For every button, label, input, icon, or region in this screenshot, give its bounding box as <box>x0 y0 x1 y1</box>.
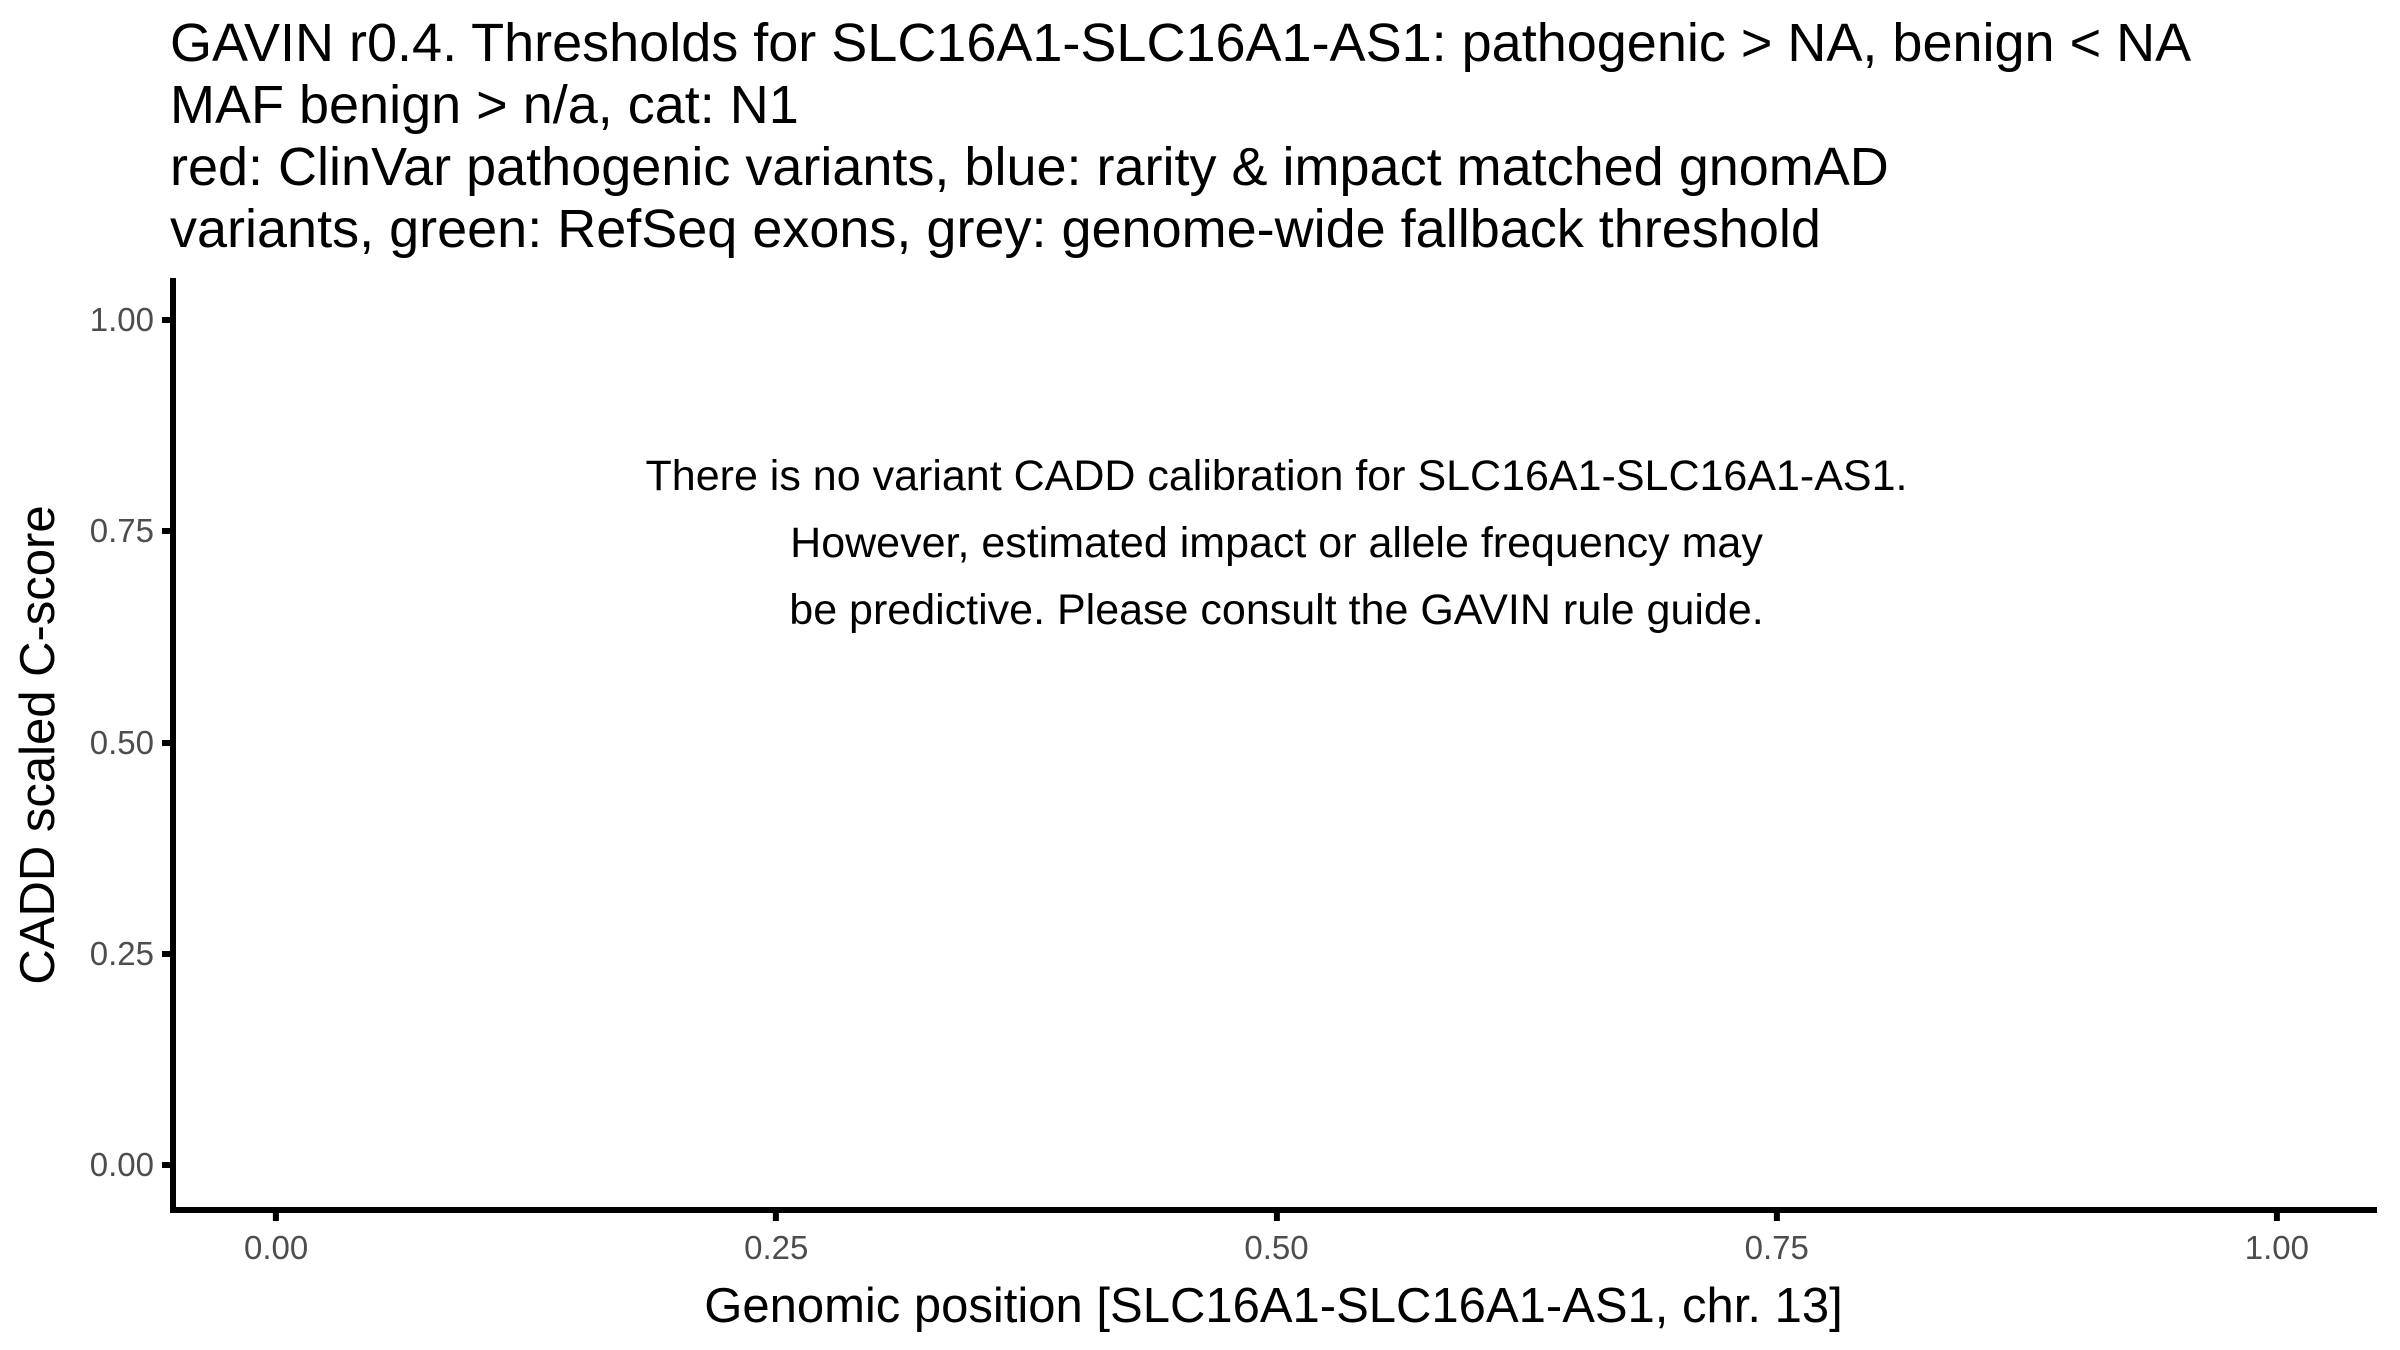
tick-mark <box>162 951 176 957</box>
y-axis-tick <box>36 723 176 763</box>
plot-title-line-1: GAVIN r0.4. Thresholds for SLC16A1-SLC16A1-AS1: pathogenic > NA, benign < NA <box>170 13 2192 73</box>
x-tick-label: 0.00 <box>244 1229 309 1266</box>
annotation-line-3: be predictive. Please consult the GAVIN rule guide. <box>789 586 1764 634</box>
x-tick-label: 0.25 <box>744 1229 809 1266</box>
tick-mark <box>773 1207 779 1221</box>
x-axis-tick <box>1745 1207 1809 1267</box>
plot-title-line-2: MAF benign > n/a, cat: N1 <box>170 75 799 135</box>
y-tick-label: 0.50 <box>89 723 154 761</box>
y-axis-tick <box>36 511 176 551</box>
y-tick-label: 0.25 <box>89 934 154 972</box>
annotation-line-1: There is no variant CADD calibration for SLC16A1-SLC16A1-AS1. <box>645 452 1908 500</box>
x-axis-tick <box>244 1207 308 1267</box>
y-axis-tick <box>36 300 176 340</box>
y-axis-tick <box>36 934 176 974</box>
y-axis-tick <box>36 1145 176 1185</box>
tick-mark <box>1774 1207 1780 1221</box>
tick-mark <box>273 1207 279 1221</box>
annotation-line-2: However, estimated impact or allele frequency may <box>790 519 1763 567</box>
x-axis-tick <box>1244 1207 1308 1267</box>
tick-mark <box>162 317 176 323</box>
x-tick-label: 0.50 <box>1244 1229 1309 1266</box>
tick-mark <box>1273 1207 1279 1221</box>
tick-mark <box>162 1162 176 1168</box>
x-tick-label: 0.75 <box>1744 1229 1809 1266</box>
tick-mark <box>162 740 176 746</box>
plot-panel <box>89 278 2377 1266</box>
y-axis-title: CADD scaled C-score <box>11 505 65 985</box>
x-axis-title: Genomic position [SLC16A1-SLC16A1-AS1, chr. 13] <box>704 1279 1843 1333</box>
tick-mark <box>2274 1207 2280 1221</box>
x-axis-tick <box>2245 1207 2309 1267</box>
y-tick-label: 0.00 <box>89 1145 154 1183</box>
x-tick-label: 1.00 <box>2244 1229 2309 1266</box>
plot-title-line-3: red: ClinVar pathogenic variants, blue: rarity & impact matched gnomAD <box>170 137 1889 197</box>
y-tick-label: 0.75 <box>89 512 154 550</box>
y-tick-label: 1.00 <box>89 301 154 339</box>
tick-mark <box>162 528 176 534</box>
no-calibration-annotation <box>176 443 2377 644</box>
plot-title-line-4: variants, green: RefSeq exons, grey: genome-wide fallback threshold <box>170 199 1821 259</box>
plot-title <box>170 12 2191 260</box>
x-axis-tick <box>744 1207 808 1267</box>
